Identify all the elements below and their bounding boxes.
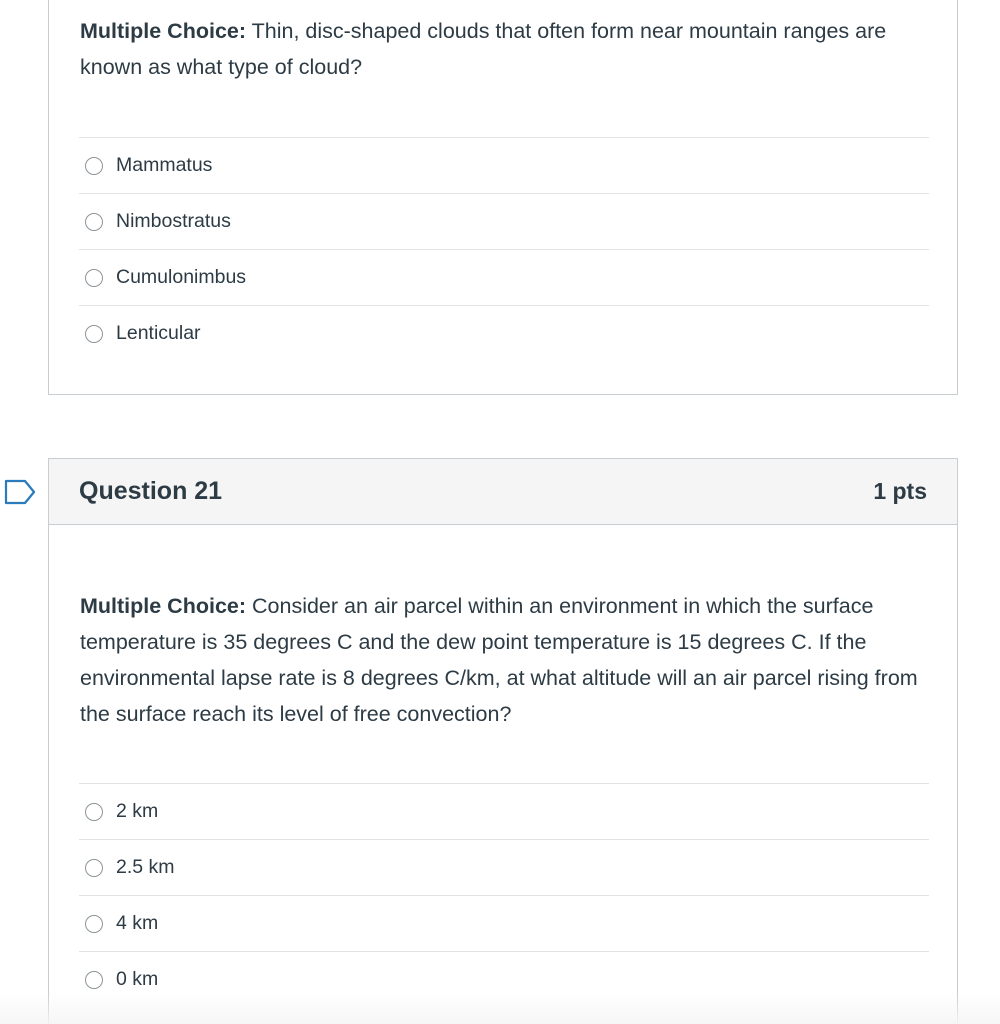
answer-option[interactable] — [79, 305, 929, 361]
answer-label: Cumulonimbus — [116, 266, 247, 288]
question-title: Question 21 — [79, 477, 223, 505]
radio-button-icon[interactable] — [85, 859, 103, 877]
question-type-label: Multiple Choice: — [80, 19, 247, 43]
question-text — [80, 588, 927, 732]
answer-option[interactable] — [79, 249, 929, 305]
answer-option[interactable] — [79, 895, 929, 951]
answer-list — [79, 137, 929, 361]
question-card-previous — [48, 0, 958, 395]
answer-option[interactable] — [79, 783, 929, 839]
answer-label: Mammatus — [116, 154, 213, 176]
answer-label: Lenticular — [116, 322, 201, 344]
answer-label: 2 km — [116, 800, 159, 822]
question-points: 1 pts — [873, 478, 927, 504]
question-type-label: Multiple Choice: — [80, 594, 247, 618]
question-body: Thin, disc-shaped clouds that often form near mountain ranges are known as what type of cloud? — [80, 19, 887, 79]
answer-label: 0 km — [116, 968, 159, 990]
question-card-21 — [48, 458, 958, 1024]
radio-button-icon[interactable] — [85, 325, 103, 343]
radio-button-icon[interactable] — [85, 157, 103, 175]
radio-button-icon[interactable] — [85, 803, 103, 821]
question-body: Consider an air parcel within an environment in which the surface temperature is 35 degrees C and the dew point temperature is 15 degrees C. If the environmental lapse rate is 8 degrees C/km, at what altitude will an air parcel rising from the surface reach its level of free convection? — [80, 594, 918, 726]
answer-option[interactable] — [79, 193, 929, 249]
radio-button-icon[interactable] — [85, 971, 103, 989]
question-text — [80, 13, 927, 85]
answer-option[interactable] — [79, 951, 929, 1007]
flag-question-icon[interactable] — [3, 478, 37, 506]
answer-label: 4 km — [116, 912, 159, 934]
answer-option[interactable] — [79, 137, 929, 193]
radio-button-icon[interactable] — [85, 915, 103, 933]
answer-label: Nimbostratus — [116, 210, 231, 232]
radio-button-icon[interactable] — [85, 213, 103, 231]
answer-option[interactable] — [79, 839, 929, 895]
question-header — [49, 459, 957, 525]
answer-label: 2.5 km — [116, 856, 175, 878]
radio-button-icon[interactable] — [85, 269, 103, 287]
answer-list — [79, 783, 929, 1007]
